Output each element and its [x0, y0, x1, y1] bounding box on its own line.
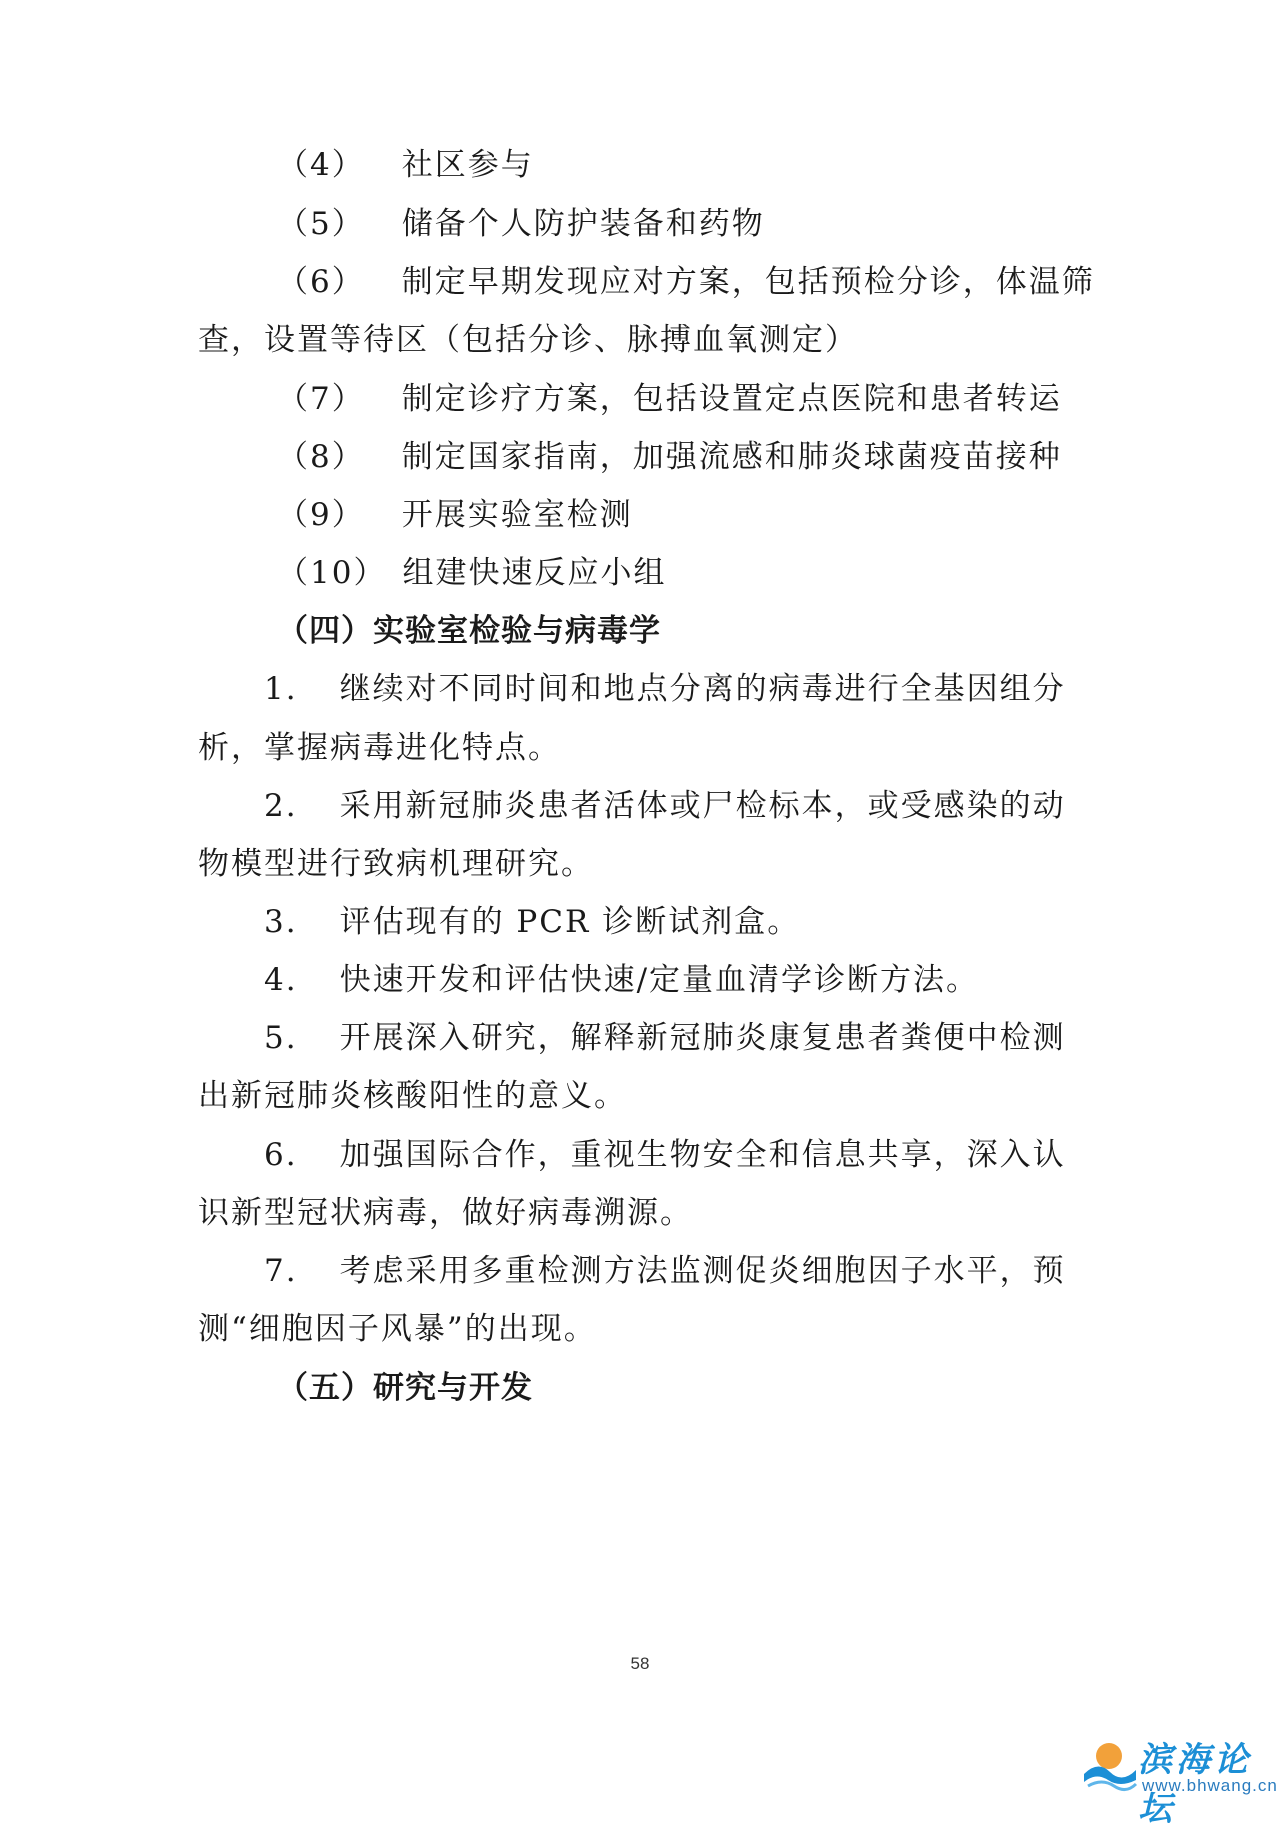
list-item — [264, 1133, 1066, 1177]
item-number: 7. — [264, 1253, 298, 1289]
item-number: （4） — [277, 147, 365, 183]
item-number: （5） — [277, 206, 365, 242]
item-number: 3. — [264, 904, 298, 940]
page-number: 58 — [630, 1654, 650, 1673]
item-text: 考虑采用多重检测方法监测促炎细胞因子水平，预 — [339, 1253, 1066, 1289]
item-text: 组建快速反应小组 — [402, 555, 667, 591]
item-continuation: 物模型进行致病机理研究。 — [198, 846, 594, 882]
item-number: 1. — [264, 671, 298, 707]
item-number: （7） — [277, 381, 365, 417]
item-text: 储备个人防护装备和药物 — [401, 206, 765, 242]
item-number: （10） — [277, 555, 387, 591]
item-text: 社区参与 — [401, 147, 534, 183]
item-text: 快速开发和评估快速/定量血清学诊断方法。 — [339, 962, 980, 998]
list-item — [264, 1016, 1066, 1060]
item-text: 采用新冠肺炎患者活体或尸检标本，或受感染的动 — [339, 788, 1066, 824]
item-text: 制定早期发现应对方案，包括预检分诊，体温筛 — [401, 264, 1095, 300]
item-continuation: 出新冠肺炎核酸阳性的意义。 — [198, 1078, 627, 1114]
item-text: 开展深入研究，解释新冠肺炎康复患者粪便中检测 — [339, 1020, 1066, 1056]
item-number: 6. — [264, 1137, 298, 1173]
item-continuation: 测“细胞因子风暴”的出现。 — [198, 1311, 597, 1347]
item-text: 制定国家指南，加强流感和肺炎球菌疫苗接种 — [401, 439, 1062, 475]
list-item — [277, 260, 1095, 304]
item-text: 制定诊疗方案，包括设置定点医院和患者转运 — [401, 381, 1062, 417]
section-heading: （五）研究与开发 — [277, 1370, 533, 1406]
section-heading: （四）实验室检验与病毒学 — [277, 613, 661, 649]
wave-logo-icon — [1080, 1734, 1138, 1794]
site-watermark — [1080, 1730, 1278, 1829]
list-item — [277, 493, 633, 537]
item-number: （9） — [277, 497, 365, 533]
item-text: 加强国际合作，重视生物安全和信息共享，深入认 — [339, 1137, 1066, 1173]
item-text: 开展实验室检测 — [401, 497, 633, 533]
list-item — [277, 435, 1062, 479]
item-continuation: 识新型冠状病毒，做好病毒溯源。 — [198, 1195, 693, 1231]
list-item — [277, 202, 765, 246]
item-number: 2. — [264, 788, 298, 824]
watermark-name: 滨海论坛 — [1138, 1740, 1252, 1829]
item-text: 继续对不同时间和地点分离的病毒进行全基因组分 — [339, 671, 1066, 707]
item-number: （8） — [277, 439, 365, 475]
list-item — [264, 667, 1066, 711]
item-text: 评估现有的 PCR 诊断试剂盒。 — [339, 904, 801, 940]
list-item — [277, 143, 534, 187]
list-item — [264, 900, 800, 944]
item-continuation: 查，设置等待区（包括分诊、脉搏血氧测定） — [198, 322, 858, 358]
item-number: 5. — [264, 1020, 298, 1056]
item-continuation: 析，掌握病毒进化特点。 — [198, 730, 561, 766]
item-number: （6） — [277, 264, 365, 300]
list-item — [264, 958, 979, 1002]
watermark-url: www.bhwang.cn — [1142, 1776, 1278, 1795]
item-number: 4. — [264, 962, 298, 998]
list-item — [277, 551, 666, 595]
list-item — [264, 784, 1066, 828]
list-item — [277, 377, 1062, 421]
list-item — [264, 1249, 1066, 1293]
